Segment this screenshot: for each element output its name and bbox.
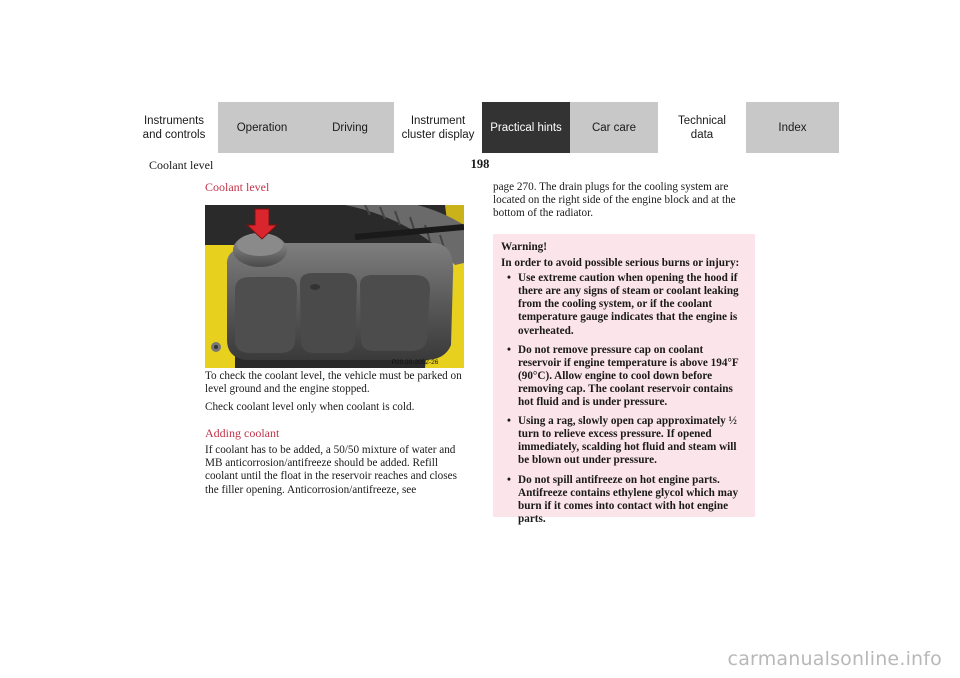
tab-driving[interactable]: Driving: [306, 102, 394, 153]
warning-item: • Do not remove pressure cap on coolant reservoir if engine temperature is above 194°F (90°C). Allow engine to cool down before removing cap. The coolant reservoir contains hot fluid and is under pressure.: [501, 344, 749, 409]
warning-item: • Use extreme caution when opening the hood if there are any signs of steam or coolant leaking from the cooling system, or if the coolant temperature gauge indicates that the engine is overheated.: [501, 272, 749, 337]
coolant-reservoir-illustration: [205, 205, 464, 368]
tab-car-care[interactable]: Car care: [570, 102, 658, 153]
warning-intro: In order to avoid possible serious burns or injury:: [501, 257, 740, 270]
tab-index[interactable]: Index: [746, 102, 839, 153]
warning-box: [493, 234, 755, 525]
paragraph-check-cold: Check coolant level only when coolant is cold.: [205, 400, 415, 413]
paragraph-drain-plugs: page 270. The drain plugs for the cooling system are located on the right side of the engine block and at the bottom of the radiator.: [493, 181, 736, 220]
tab-practical-hints[interactable]: Practical hints: [482, 102, 570, 153]
tab-instruments-and-controls[interactable]: Instruments and controls: [130, 102, 218, 153]
tab-technical-data[interactable]: Technical data: [658, 102, 746, 153]
coolant-reservoir-photo: [205, 205, 464, 368]
running-header-title: Coolant level: [149, 158, 214, 172]
warning-item: • Using a rag, slowly open cap approximately ½ turn to relieve excess pressure. If opened immediately, scalding hot fluid and steam will be blown out under pressure.: [501, 415, 749, 467]
section-heading: Coolant level: [205, 180, 270, 194]
tab-instrument-cluster-display[interactable]: Instrument cluster display: [394, 102, 482, 153]
image-reference-label: P20.20-2052-26: [391, 359, 439, 366]
tab-operation[interactable]: Operation: [218, 102, 306, 153]
subheading-adding-coolant: Adding coolant: [205, 425, 280, 440]
right-column: [493, 181, 755, 221]
paragraph-adding-coolant: If coolant has to be added, a 50/50 mixture of water and MB anticorrosion/antifreeze should be added. Refill coolant until the float in the reservoir reaches and closes the filler opening. Anticorrosion/antifreeze, see: [205, 444, 457, 496]
watermark: carmanualsonline.info: [727, 648, 942, 670]
warning-item: • Do not spill antifreeze on hot engine parts. Antifreeze contains ethylene glycol which may burn if it comes into contact with hot engine parts.: [501, 474, 749, 526]
warning-list: [501, 272, 749, 526]
paragraph-check-conditions: To check the coolant level, the vehicle must be parked on level ground and the engine stopped.: [205, 370, 462, 396]
page-number: 198: [470, 157, 490, 171]
chapter-navigation: [130, 102, 839, 153]
warning-title: Warning!: [501, 241, 548, 253]
